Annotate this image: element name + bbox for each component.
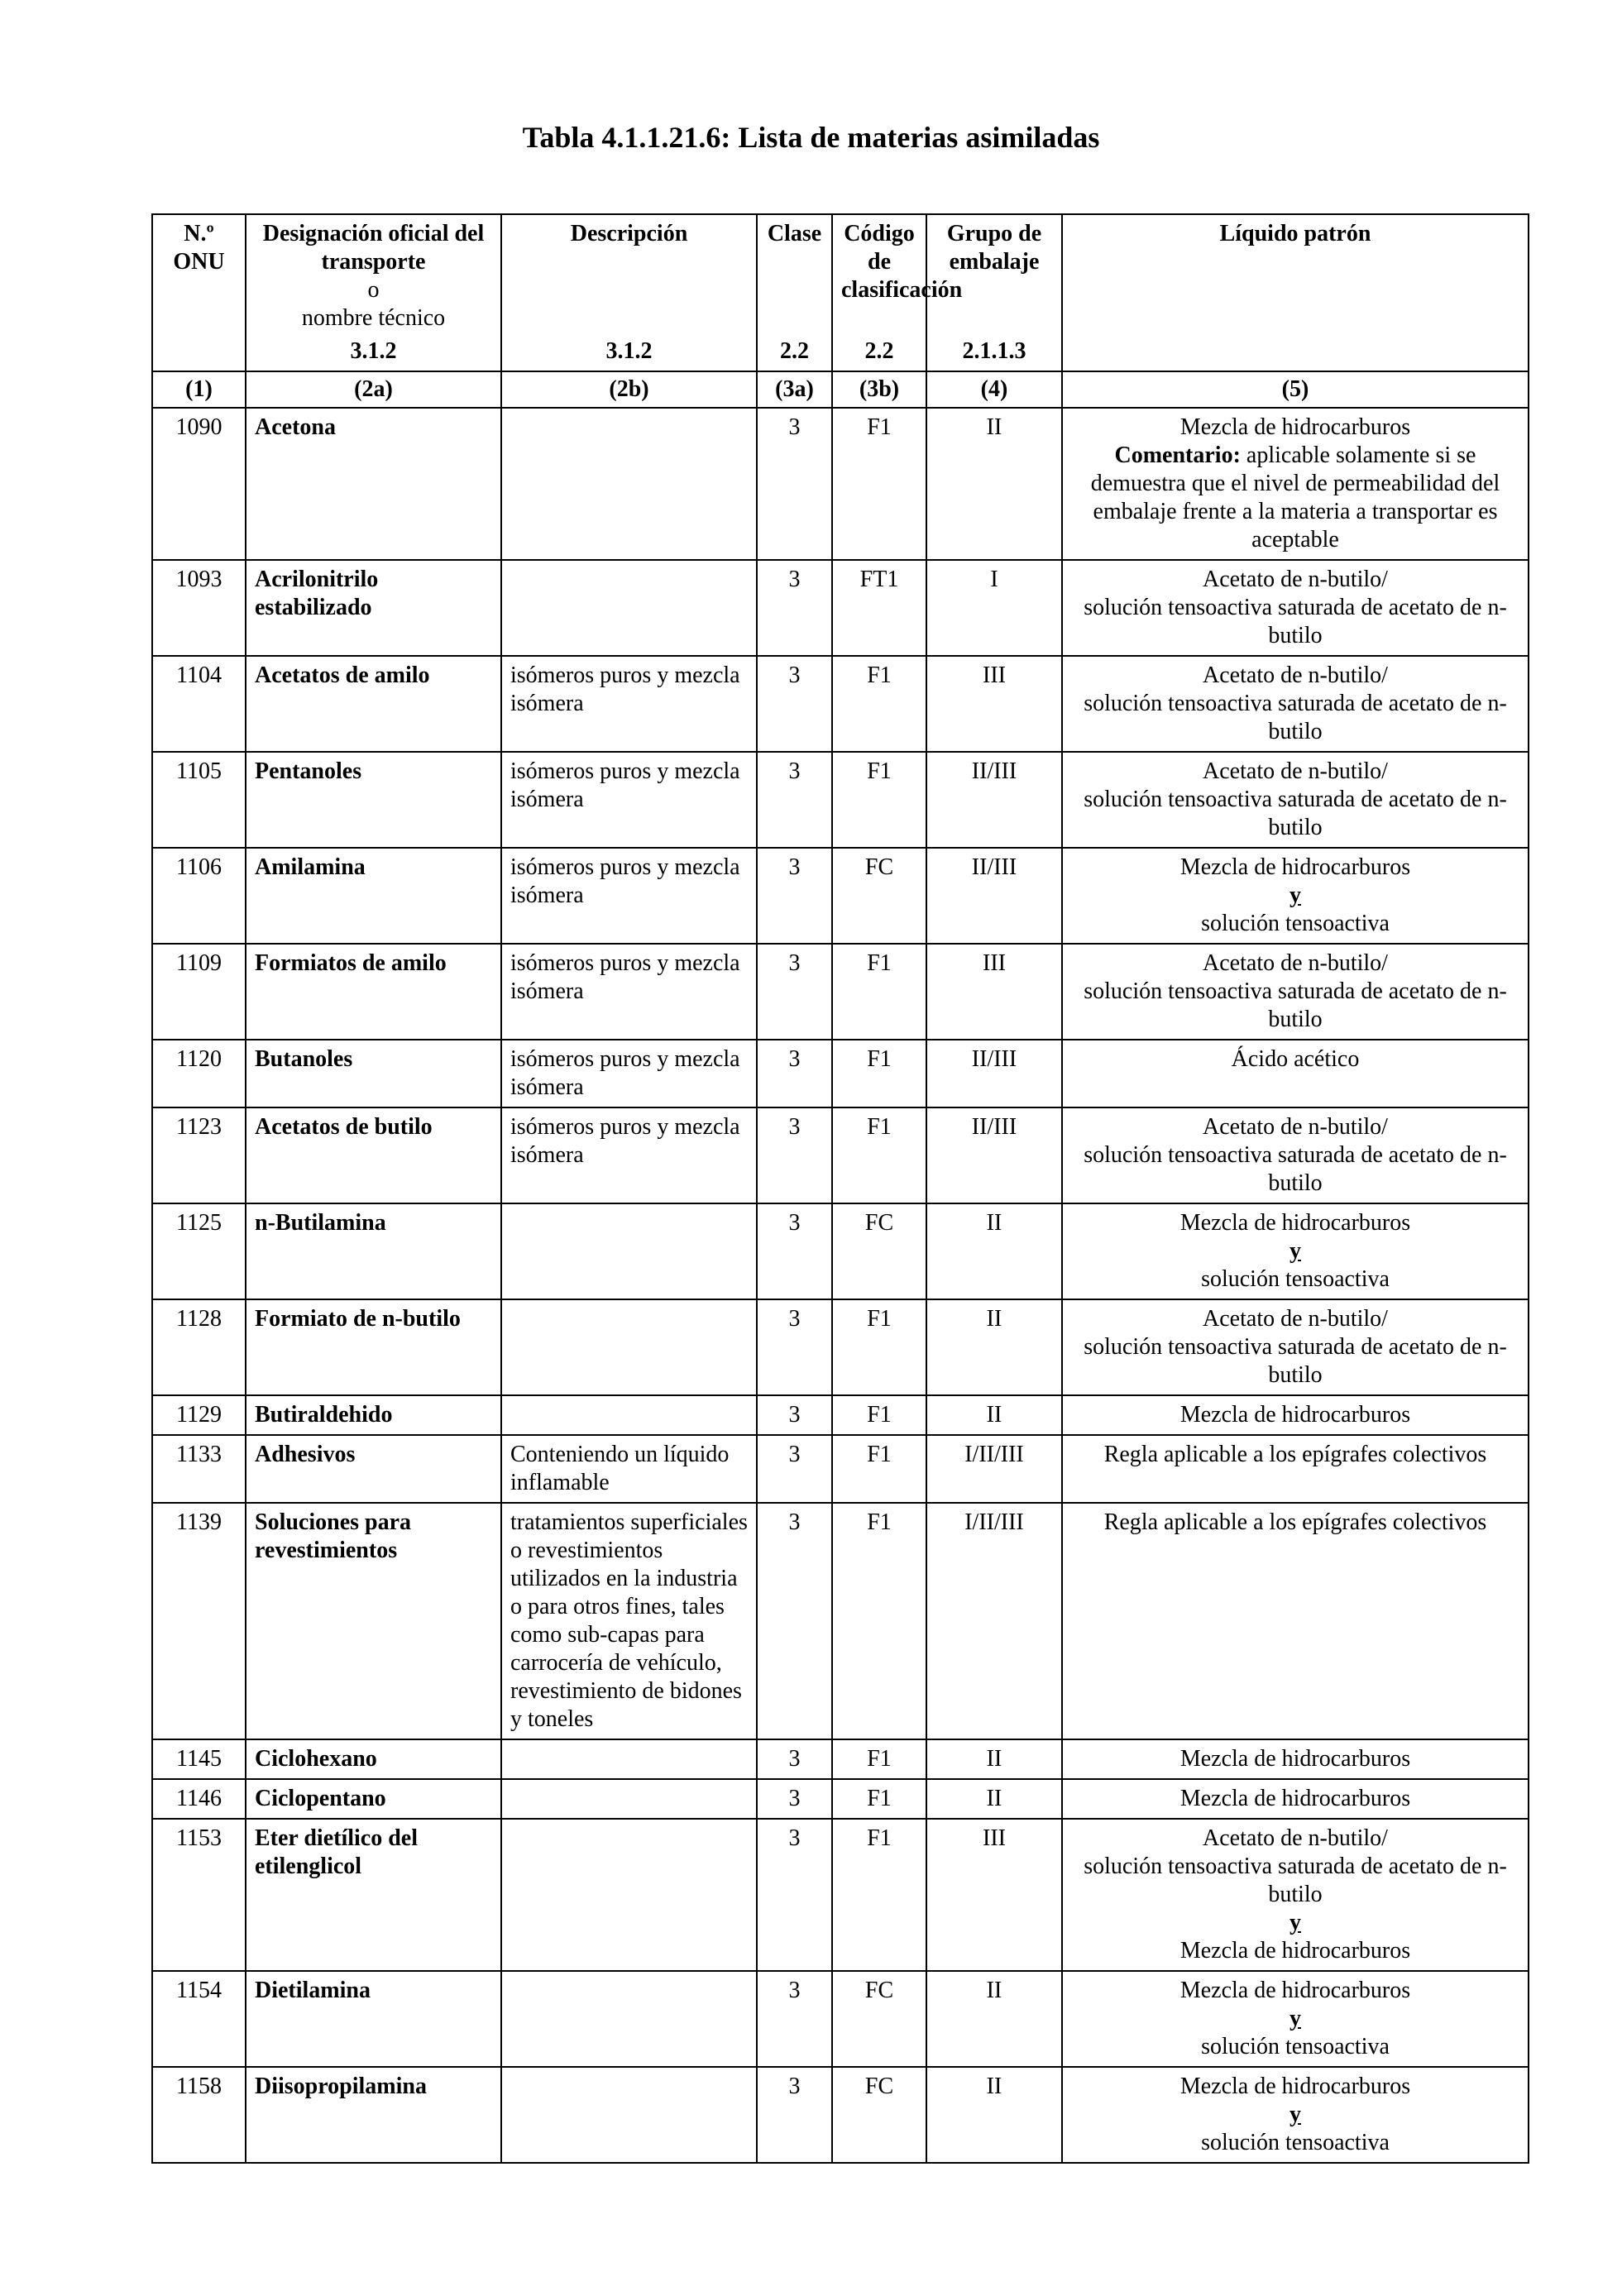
header-ref-descripcion: 3.1.2	[501, 337, 757, 371]
cell-clase: 3	[757, 1203, 832, 1299]
liquido-line: Ácido acético	[1231, 1046, 1360, 1072]
liquido-line: Acetato de n-butilo/	[1203, 1306, 1388, 1332]
conjunction-y: y	[1289, 2102, 1301, 2127]
table-row	[152, 1779, 1529, 1819]
cell-liquido	[1062, 1435, 1529, 1503]
liquido-line: Regla aplicable a los epígrafes colectivos	[1103, 1509, 1487, 1535]
cell-codigo: FC	[832, 1203, 926, 1299]
header-descripcion: Descripción	[501, 214, 757, 337]
cell-clase: 3	[757, 1040, 832, 1107]
liquido-line: solución tensoactiva	[1201, 1266, 1390, 1292]
column-number: (4)	[926, 371, 1062, 408]
cell-liquido	[1062, 752, 1529, 848]
cell-codigo: F1	[832, 1435, 926, 1503]
cell-liquido	[1062, 1503, 1529, 1739]
cell-descripcion: isómeros puros y mezcla isómera	[501, 1107, 757, 1203]
cell-descripcion	[501, 2067, 757, 2163]
cell-onu: 1093	[152, 560, 246, 656]
cell-onu: 1145	[152, 1739, 246, 1779]
header-ref-grupo: 2.1.1.3	[926, 337, 1062, 371]
cell-descripcion	[501, 1395, 757, 1435]
liquido-line: Mezcla de hidrocarburos	[1179, 1746, 1411, 1772]
cell-codigo: F1	[832, 1040, 926, 1107]
cell-onu: 1090	[152, 408, 246, 560]
comment	[1071, 442, 1519, 554]
cell-grupo: III	[926, 944, 1062, 1040]
header-clase: Clase	[757, 214, 832, 337]
cell-descripcion: isómeros puros y mezcla isómera	[501, 944, 757, 1040]
cell-codigo: F1	[832, 1503, 926, 1739]
cell-liquido	[1062, 408, 1529, 560]
table-row	[152, 560, 1529, 656]
cell-designacion: Acetona	[246, 408, 501, 560]
table-row	[152, 2067, 1529, 2163]
cell-designacion: Formiatos de amilo	[246, 944, 501, 1040]
conjunction-y: y	[1289, 1238, 1301, 1264]
cell-grupo: II	[926, 1395, 1062, 1435]
cell-onu: 1128	[152, 1299, 246, 1395]
cell-codigo: FC	[832, 1971, 926, 2067]
liquido-line: solución tensoactiva saturada de acetato de n-butilo	[1084, 595, 1507, 648]
cell-designacion: Acetatos de amilo	[246, 656, 501, 752]
cell-designacion: Pentanoles	[246, 752, 501, 848]
cell-clase: 3	[757, 408, 832, 560]
cell-clase: 3	[757, 1779, 832, 1819]
table-row	[152, 1299, 1529, 1395]
cell-grupo: II	[926, 408, 1062, 560]
cell-designacion: Formiato de n-butilo	[246, 1299, 501, 1395]
header-ref-codigo: 2.2	[832, 337, 926, 371]
cell-grupo: II/III	[926, 1040, 1062, 1107]
liquido-line: Acetato de n-butilo/	[1203, 1825, 1388, 1851]
cell-codigo: F1	[832, 1107, 926, 1203]
liquido-line: Mezcla de hidrocarburos	[1179, 1978, 1411, 2003]
cell-descripcion: isómeros puros y mezcla isómera	[501, 1040, 757, 1107]
cell-descripcion	[501, 1739, 757, 1779]
cell-grupo: II	[926, 1971, 1062, 2067]
liquido-line: Acetato de n-butilo/	[1203, 758, 1388, 784]
cell-liquido	[1062, 1819, 1529, 1971]
liquido-line: solución tensoactiva saturada de acetato de n-butilo	[1084, 691, 1507, 744]
table-row	[152, 1819, 1529, 1971]
table-row	[152, 1395, 1529, 1435]
cell-clase: 3	[757, 1971, 832, 2067]
column-number: (3b)	[832, 371, 926, 408]
cell-descripcion: isómeros puros y mezcla isómera	[501, 848, 757, 944]
table-row	[152, 1739, 1529, 1779]
cell-liquido	[1062, 560, 1529, 656]
cell-descripcion	[501, 1299, 757, 1395]
liquido-line: solución tensoactiva	[1201, 2034, 1390, 2059]
cell-liquido	[1062, 848, 1529, 944]
liquido-line: solución tensoactiva	[1201, 911, 1390, 936]
table-row	[152, 1503, 1529, 1739]
cell-onu: 1125	[152, 1203, 246, 1299]
header-liquido: Líquido patrón	[1062, 214, 1529, 337]
cell-designacion: Ciclopentano	[246, 1779, 501, 1819]
cell-clase: 3	[757, 1739, 832, 1779]
table-row	[152, 1435, 1529, 1503]
comment-text: aplicable solamente si se demuestra que el nivel de permeabilidad del embalaje frente a la materia a transportar es aceptable	[1090, 442, 1500, 552]
page-title: Tabla 4.1.1.21.6: Lista de materias asimiladas	[522, 121, 1100, 154]
materials-table	[151, 213, 1529, 2164]
column-number: (3a)	[757, 371, 832, 408]
liquido-line: solución tensoactiva saturada de acetato de n-butilo	[1084, 787, 1507, 840]
cell-codigo: F1	[832, 944, 926, 1040]
column-number-row	[152, 371, 1529, 408]
liquido-line: Mezcla de hidrocarburos	[1179, 414, 1411, 440]
cell-onu: 1153	[152, 1819, 246, 1971]
cell-designacion: Soluciones para revestimientos	[246, 1503, 501, 1739]
table-row	[152, 656, 1529, 752]
cell-designacion: Adhesivos	[246, 1435, 501, 1503]
cell-onu: 1146	[152, 1779, 246, 1819]
cell-codigo: F1	[832, 752, 926, 848]
liquido-line: Mezcla de hidrocarburos	[1179, 1210, 1411, 1236]
liquido-line: solución tensoactiva saturada de acetato de n-butilo	[1084, 1854, 1507, 1907]
cell-descripcion: isómeros puros y mezcla isómera	[501, 656, 757, 752]
cell-descripcion: Conteniendo un líquido inflamable	[501, 1435, 757, 1503]
cell-codigo: F1	[832, 1819, 926, 1971]
cell-descripcion	[501, 1971, 757, 2067]
conjunction-y: y	[1289, 1910, 1301, 1935]
cell-clase: 3	[757, 1819, 832, 1971]
liquido-line: Acetato de n-butilo/	[1203, 567, 1388, 592]
cell-clase: 3	[757, 1107, 832, 1203]
cell-codigo: F1	[832, 1739, 926, 1779]
cell-grupo: II	[926, 2067, 1062, 2163]
cell-liquido	[1062, 944, 1529, 1040]
header-onu: N.º ONU	[152, 214, 246, 337]
cell-designacion: Butiraldehido	[246, 1395, 501, 1435]
liquido-line: Mezcla de hidrocarburos	[1179, 1402, 1411, 1428]
cell-descripcion	[501, 1819, 757, 1971]
liquido-line: Mezcla de hidrocarburos	[1179, 1786, 1411, 1811]
cell-liquido	[1062, 1971, 1529, 2067]
table-row	[152, 944, 1529, 1040]
cell-liquido	[1062, 1040, 1529, 1107]
liquido-line: Acetato de n-butilo/	[1203, 950, 1388, 976]
cell-designacion: Amilamina	[246, 848, 501, 944]
liquido-line: Acetato de n-butilo/	[1203, 1114, 1388, 1140]
conjunction-y: y	[1289, 2006, 1301, 2031]
cell-onu: 1105	[152, 752, 246, 848]
table-row	[152, 752, 1529, 848]
cell-grupo: II	[926, 1779, 1062, 1819]
cell-clase: 3	[757, 656, 832, 752]
table-row	[152, 408, 1529, 560]
cell-onu: 1139	[152, 1503, 246, 1739]
cell-descripcion	[501, 1203, 757, 1299]
cell-designacion: Ciclohexano	[246, 1739, 501, 1779]
cell-grupo: II/III	[926, 848, 1062, 944]
cell-codigo: F1	[832, 656, 926, 752]
cell-liquido	[1062, 1779, 1529, 1819]
cell-onu: 1104	[152, 656, 246, 752]
cell-onu: 1154	[152, 1971, 246, 2067]
table-row	[152, 1971, 1529, 2067]
cell-descripcion	[501, 1779, 757, 1819]
cell-clase: 3	[757, 1395, 832, 1435]
header-grupo: Grupo de embalaje	[926, 214, 1062, 337]
cell-liquido	[1062, 656, 1529, 752]
cell-onu: 1120	[152, 1040, 246, 1107]
cell-grupo: I	[926, 560, 1062, 656]
cell-descripcion	[501, 560, 757, 656]
cell-designacion: n-Butilamina	[246, 1203, 501, 1299]
cell-clase: 3	[757, 1435, 832, 1503]
header-designacion	[246, 214, 501, 337]
table-row	[152, 1040, 1529, 1107]
header-row	[152, 214, 1529, 337]
comment-label: Comentario:	[1114, 442, 1241, 468]
cell-designacion: Dietilamina	[246, 1971, 501, 2067]
liquido-line: Mezcla de hidrocarburos	[1179, 854, 1411, 880]
cell-clase: 3	[757, 848, 832, 944]
header-ref-row	[152, 337, 1529, 371]
header-ref-clase: 2.2	[757, 337, 832, 371]
cell-grupo: I/II/III	[926, 1503, 1062, 1739]
cell-onu: 1109	[152, 944, 246, 1040]
cell-codigo: FC	[832, 2067, 926, 2163]
cell-grupo: II	[926, 1299, 1062, 1395]
cell-grupo: II/III	[926, 1107, 1062, 1203]
cell-clase: 3	[757, 560, 832, 656]
cell-codigo: F1	[832, 408, 926, 560]
header-ref-onu	[152, 337, 246, 371]
liquido-line: Mezcla de hidrocarburos	[1179, 2074, 1411, 2099]
cell-liquido	[1062, 1203, 1529, 1299]
header-designacion-label: Designación oficial del transporte	[262, 221, 485, 275]
cell-clase: 3	[757, 2067, 832, 2163]
conjunction-y: y	[1289, 883, 1301, 908]
column-number: (2b)	[501, 371, 757, 408]
cell-liquido	[1062, 1739, 1529, 1779]
cell-grupo: I/II/III	[926, 1435, 1062, 1503]
cell-onu: 1106	[152, 848, 246, 944]
cell-grupo: II	[926, 1739, 1062, 1779]
table-row	[152, 1107, 1529, 1203]
cell-liquido	[1062, 2067, 1529, 2163]
cell-grupo: III	[926, 1819, 1062, 1971]
cell-grupo: II	[926, 1203, 1062, 1299]
cell-clase: 3	[757, 944, 832, 1040]
liquido-line: Regla aplicable a los epígrafes colectivos	[1103, 1442, 1487, 1467]
cell-onu: 1123	[152, 1107, 246, 1203]
header-codigo: Código de clasificación	[832, 214, 926, 337]
cell-clase: 3	[757, 1503, 832, 1739]
cell-descripcion: tratamientos superficiales o revestimientos utilizados en la industria o para otros fines, tales como sub-capas para carrocería de vehículo, revestimiento de bidones y toneles	[501, 1503, 757, 1739]
table-row	[152, 848, 1529, 944]
cell-codigo: F1	[832, 1395, 926, 1435]
liquido-line: solución tensoactiva	[1201, 2130, 1390, 2155]
column-number: (1)	[152, 371, 246, 408]
cell-designacion: Eter dietílico del etilenglicol	[246, 1819, 501, 1971]
header-designacion-o: o	[367, 277, 380, 303]
liquido-line: Acetato de n-butilo/	[1203, 662, 1388, 688]
cell-designacion: Acetatos de butilo	[246, 1107, 501, 1203]
cell-codigo: FC	[832, 848, 926, 944]
cell-designacion: Diisopropilamina	[246, 2067, 501, 2163]
cell-descripcion: isómeros puros y mezcla isómera	[501, 752, 757, 848]
column-number: (2a)	[246, 371, 501, 408]
cell-codigo: F1	[832, 1779, 926, 1819]
cell-codigo: F1	[832, 1299, 926, 1395]
cell-descripcion	[501, 408, 757, 560]
liquido-line: Mezcla de hidrocarburos	[1179, 1938, 1411, 1964]
cell-clase: 3	[757, 752, 832, 848]
liquido-line: solución tensoactiva saturada de acetato de n-butilo	[1084, 978, 1507, 1032]
column-number: (5)	[1062, 371, 1529, 408]
cell-codigo: FT1	[832, 560, 926, 656]
cell-onu: 1133	[152, 1435, 246, 1503]
cell-onu: 1158	[152, 2067, 246, 2163]
cell-clase: 3	[757, 1299, 832, 1395]
cell-liquido	[1062, 1107, 1529, 1203]
cell-grupo: III	[926, 656, 1062, 752]
cell-liquido	[1062, 1395, 1529, 1435]
header-designacion-tecnico: nombre técnico	[301, 305, 446, 331]
cell-grupo: II/III	[926, 752, 1062, 848]
header-ref-liquido	[1062, 337, 1529, 371]
table-row	[152, 1203, 1529, 1299]
cell-onu: 1129	[152, 1395, 246, 1435]
cell-designacion: Acrilonitrilo estabilizado	[246, 560, 501, 656]
cell-designacion: Butanoles	[246, 1040, 501, 1107]
liquido-line: solución tensoactiva saturada de acetato de n-butilo	[1084, 1142, 1507, 1196]
cell-liquido	[1062, 1299, 1529, 1395]
header-ref-designacion: 3.1.2	[246, 337, 501, 371]
table-body	[152, 408, 1529, 2163]
liquido-line: solución tensoactiva saturada de acetato de n-butilo	[1084, 1334, 1507, 1388]
